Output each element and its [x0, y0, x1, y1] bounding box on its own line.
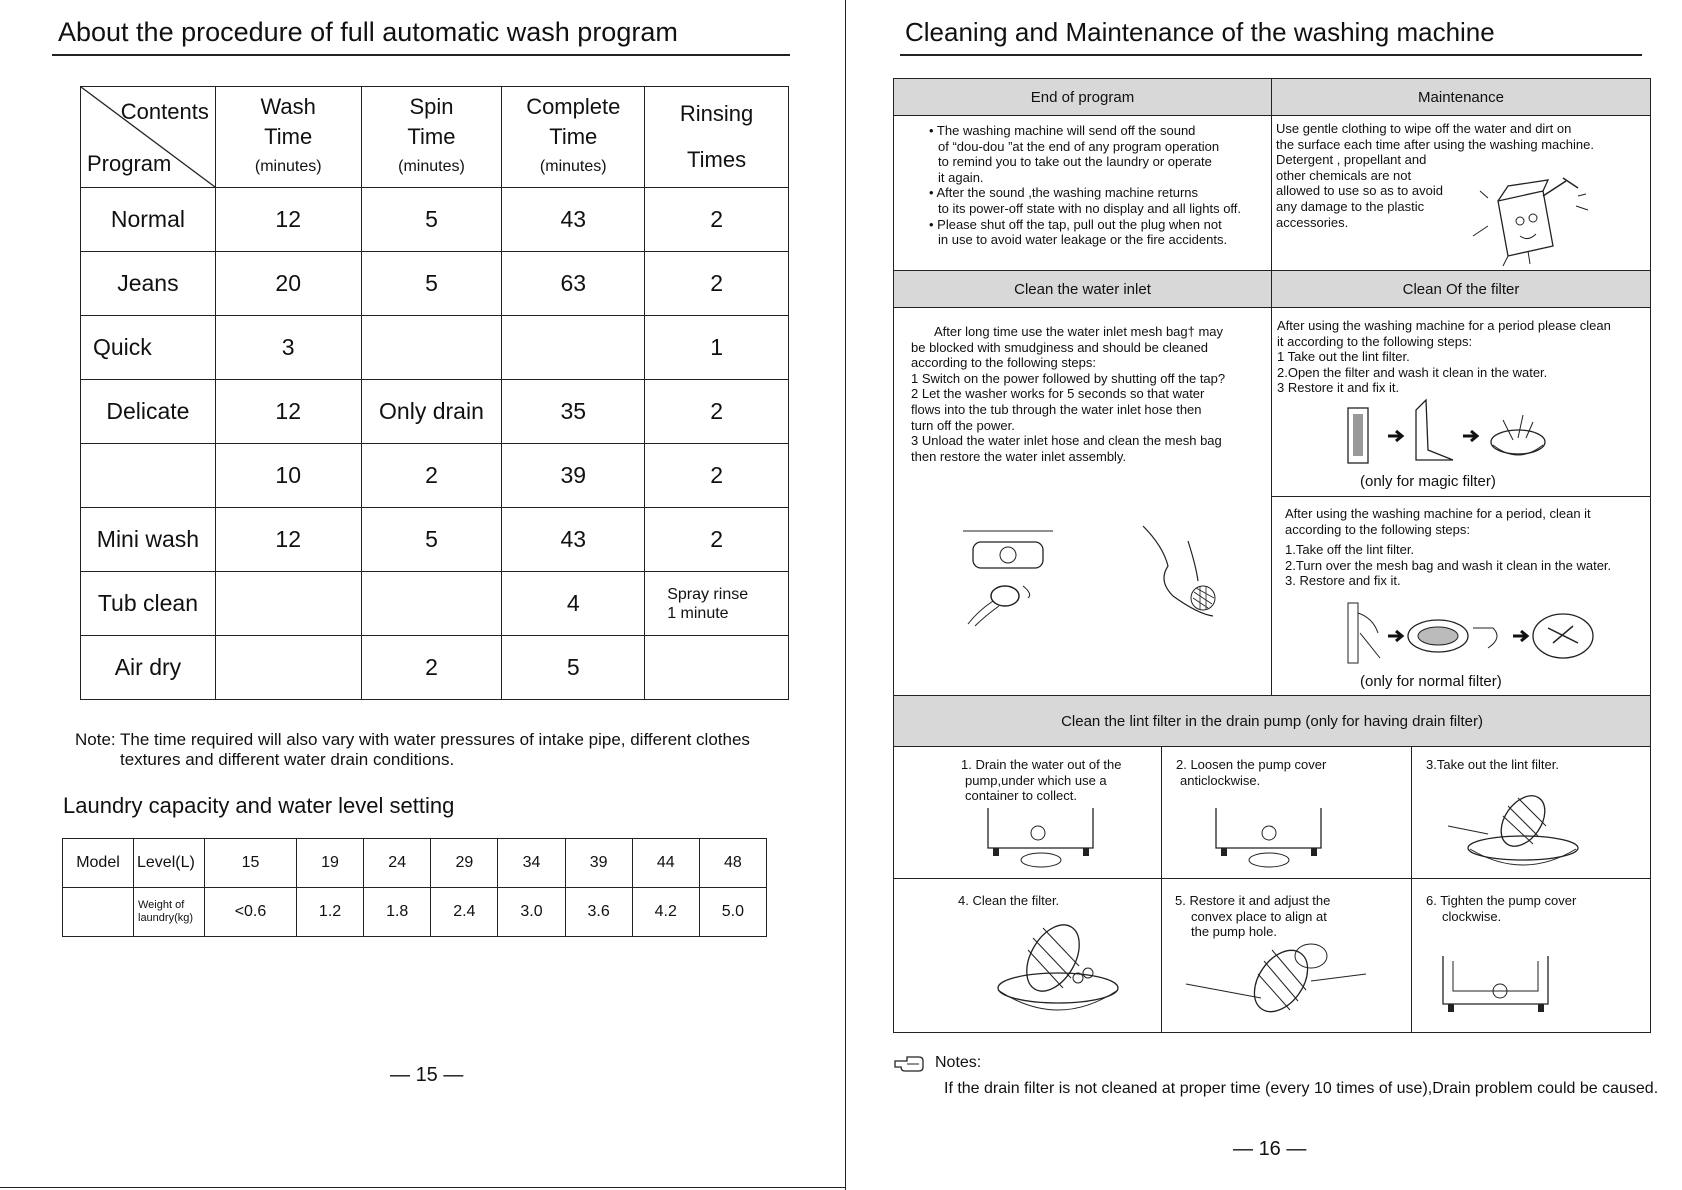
drain-step-1-illustration [983, 808, 1103, 873]
capacity-table [62, 838, 767, 937]
water-inlet-text: After long time use the water inlet mesh bag† may be blocked with smudginess and should be cleaned according to the following steps: 1 Switch on the power followed by shutting off the tap? 2 Let the washer works for 5 seconds so that water flows into the tub through the water inlet hose then turn off the power. 3 Unload the water inlet hose and clean the mesh bag then restore the water inlet assembly. [911, 324, 1226, 464]
table-row: Tub clean 4 Spray rinse 1 minute [81, 572, 789, 636]
left-page-number: — 15 — [390, 1064, 464, 1086]
header-wash: Wash Time (minutes) [215, 87, 361, 188]
maintenance-grid [893, 78, 1651, 1033]
right-page-number: — 16 — [1233, 1138, 1307, 1160]
corner-contents: Contents [120, 99, 209, 124]
end-of-program-text: • The washing machine will send off the sound of “dou-dou ”at the end of any program operation to remind you to take out the laundry or operate it again. • After the sound ,the washing machine returns to its power-off state with no display and all lights off. • Please shut off the tap, pull out the plug when not in use to avoid water leakage or the fire accidents. [929, 123, 1242, 248]
note-line-2: textures and different water drain conditions. [120, 750, 455, 769]
drain-step-4: 4. Clean the filter. [958, 893, 1060, 908]
note-label: Note: [75, 730, 116, 749]
notes-label: Notes: [935, 1054, 982, 1071]
table-row: Normal 12 5 43 2 [81, 188, 789, 252]
filter-header: Clean Of the filter [1271, 270, 1651, 308]
magic-filter-illustration [1348, 400, 1548, 470]
magic-filter-text: After using the washing machine for a period please clean it according to the following steps: 1 Take out the lint filter. 2.Open the filter and wash it clean in the water. 3 Restore it and fix it. [1277, 318, 1611, 396]
drain-step-3-illustration [1448, 786, 1588, 871]
drain-step-5: 5. Restore it and adjust the convex place to align at the pump hole. [1175, 893, 1331, 940]
drain-step-2-illustration [1211, 808, 1331, 873]
table-row: Mini wash 12 5 43 2 [81, 508, 789, 572]
table-row: Weight of laundry(kg) <0.6 1.2 1.8 2.4 3.0 3.6 4.2 5.0 [63, 888, 767, 937]
end-of-program-header: End of program [893, 78, 1272, 116]
right-title-rule [900, 54, 1642, 56]
header-complete: Complete Time (minutes) [502, 87, 645, 188]
table-row: Quick 3 1 [81, 316, 789, 380]
water-inlet-header: Clean the water inlet [893, 270, 1272, 308]
magic-filter-caption: (only for magic filter) [1360, 473, 1496, 490]
table-row: Air dry 2 5 [81, 636, 789, 700]
drain-step-6: 6. Tighten the pump cover clockwise. [1426, 893, 1577, 924]
drain-step-4-illustration [983, 918, 1133, 1028]
pointing-hand-icon [893, 1055, 927, 1073]
page-divider [845, 0, 846, 1190]
table-row: Model Level(L) 15 19 24 29 34 39 44 48 [63, 839, 767, 888]
maintenance-header: Maintenance [1271, 78, 1651, 116]
left-page-title: About the procedure of full automatic wash program [58, 17, 678, 47]
corner-program: Program [87, 151, 172, 176]
header-spin: Spin Time (minutes) [361, 87, 502, 188]
wash-program-table [80, 86, 789, 700]
drain-step-3: 3.Take out the lint filter. [1426, 757, 1559, 772]
notes-text: If the drain filter is not cleaned at proper time (every 10 times of use),Drain problem could be caused. [944, 1080, 1659, 1097]
normal-filter-illustration [1348, 598, 1598, 668]
table-row: 10 2 39 2 [81, 444, 789, 508]
left-title-rule [52, 54, 790, 56]
header-rinsing: Rinsing Times [645, 87, 789, 188]
normal-filter-caption: (only for normal filter) [1360, 673, 1502, 690]
table-corner-cell [81, 87, 216, 188]
wiping-machine-illustration [1468, 176, 1598, 266]
drain-step-1: 1. Drain the water out of the pump,under which use a container to collect. [961, 757, 1122, 804]
drain-pump-header: Clean the lint filter in the drain pump (only for having drain filter) [893, 695, 1651, 747]
note-line-1: The time required will also vary with water pressures of intake pipe, different clothes [120, 730, 750, 749]
drain-step-5-illustration [1186, 936, 1386, 1026]
drain-step-6-illustration [1438, 956, 1558, 1026]
mesh-bag-hand-illustration [1138, 526, 1228, 626]
drain-step-2: 2. Loosen the pump cover anticlockwise. [1176, 757, 1327, 788]
capacity-title: Laundry capacity and water level setting [63, 793, 455, 818]
normal-filter-text: After using the washing machine for a period, clean it according to the following steps: 1.Take off the lint filter. 2.Turn over the mesh bag and wash it clean in the water. 3. Restore and fix it. [1285, 506, 1612, 589]
table-row: Jeans 20 5 63 2 [81, 252, 789, 316]
right-page-title: Cleaning and Maintenance of the washing machine [905, 17, 1495, 47]
page-bottom-rule [0, 1187, 845, 1188]
table-row: Delicate 12 Only drain 35 2 [81, 380, 789, 444]
maintenance-text: Use gentle clothing to wipe off the water and dirt on the surface each time after using the washing machine. Detergent , propellant and other chemicals are not allowed to use so as to avoid any damage to the plastic accessories. [1276, 121, 1594, 230]
water-inlet-hose-illustration [963, 526, 1063, 626]
